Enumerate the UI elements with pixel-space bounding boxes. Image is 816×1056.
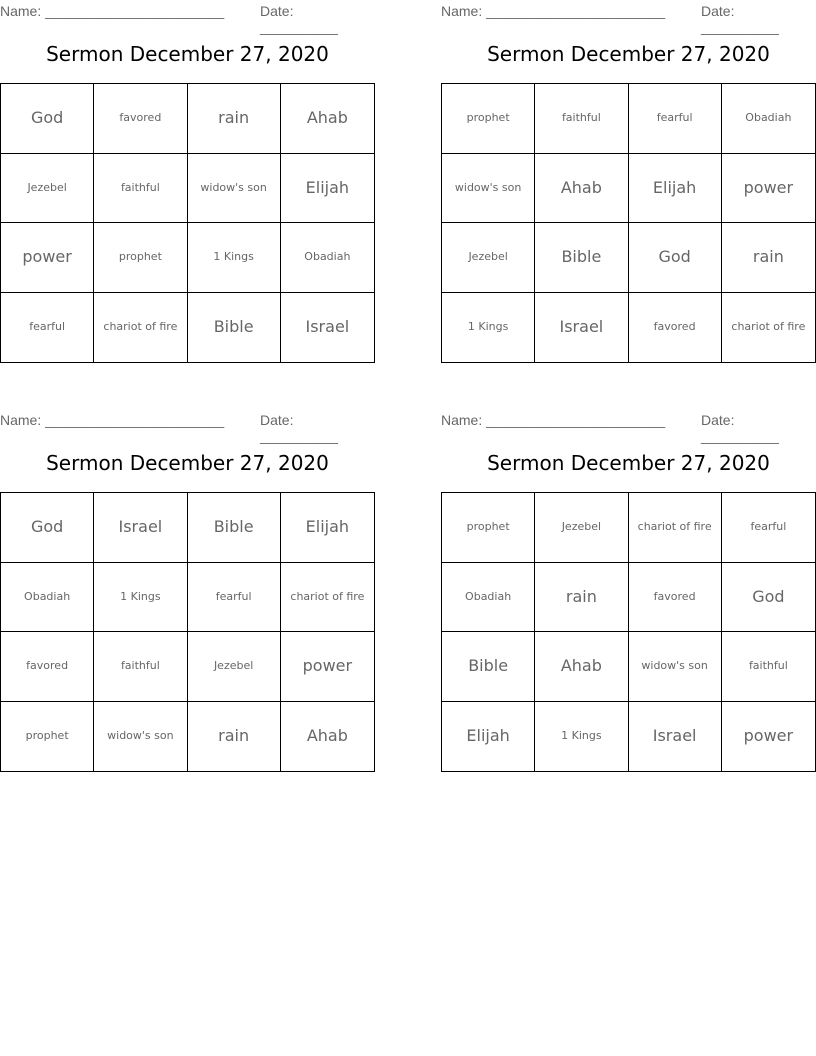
bingo-cell: faithful <box>94 632 187 702</box>
bingo-cell: 1 Kings <box>94 563 187 633</box>
bingo-cell: faithful <box>722 632 815 702</box>
bingo-cell: God <box>722 563 815 633</box>
bingo-cell: widow's son <box>188 154 281 224</box>
bingo-cell: chariot of fire <box>731 320 806 334</box>
bingo-cell: rain <box>722 223 815 293</box>
date-field-label: Date: __________ <box>260 3 338 35</box>
card-title: Sermon December 27, 2020 <box>46 451 329 475</box>
bingo-cell: favored <box>629 563 722 633</box>
bingo-cell: chariot of fire <box>281 563 374 633</box>
card-title: Sermon December 27, 2020 <box>46 42 329 66</box>
bingo-cell: Elijah <box>281 493 374 563</box>
bingo-grid <box>0 83 375 363</box>
bingo-cell: prophet <box>442 84 535 154</box>
bingo-cell: Jezebel <box>1 154 94 224</box>
bingo-cell: Elijah <box>281 154 374 224</box>
bingo-cell: Israel <box>94 493 187 563</box>
bingo-card-3 <box>0 409 375 781</box>
bingo-cell: God <box>1 84 94 154</box>
bingo-cell: Bible <box>188 293 281 363</box>
bingo-cell: fearful <box>1 293 94 363</box>
name-field-label: Name: _______________________ <box>0 3 225 19</box>
bingo-cell: Israel <box>629 702 722 772</box>
bingo-cell: Israel <box>535 293 628 363</box>
bingo-cell: power <box>1 223 94 293</box>
bingo-cell: rain <box>188 84 281 154</box>
date-field-label: Date: __________ <box>701 3 779 35</box>
bingo-cell: Jezebel <box>188 632 281 702</box>
card-title: Sermon December 27, 2020 <box>487 42 770 66</box>
bingo-cell: rain <box>535 563 628 633</box>
bingo-cell: God <box>1 493 94 563</box>
bingo-cell: Ahab <box>535 154 628 224</box>
card-title: Sermon December 27, 2020 <box>487 451 770 475</box>
card-header <box>441 412 816 444</box>
bingo-cell: Obadiah <box>722 84 815 154</box>
bingo-cell: 1 Kings <box>442 293 535 363</box>
bingo-cell: Obadiah <box>281 223 374 293</box>
date-field-label: Date: __________ <box>701 412 779 444</box>
bingo-cell: prophet <box>1 702 94 772</box>
bingo-cell: God <box>629 223 722 293</box>
bingo-cell: faithful <box>535 84 628 154</box>
bingo-cell: favored <box>1 632 94 702</box>
bingo-cell: widow's son <box>442 154 535 224</box>
bingo-cell: chariot of fire <box>94 293 187 363</box>
bingo-cell: Bible <box>442 632 535 702</box>
bingo-cell: Obadiah <box>1 563 94 633</box>
bingo-cell: power <box>722 154 815 224</box>
bingo-cell: Bible <box>188 493 281 563</box>
card-header <box>0 412 375 444</box>
name-field-label: Name: _______________________ <box>0 412 225 428</box>
bingo-cell: 1 Kings <box>535 702 628 772</box>
bingo-cell: Ahab <box>306 726 348 746</box>
bingo-grid <box>441 83 816 363</box>
card-header <box>0 3 375 35</box>
bingo-cell: power <box>281 632 374 702</box>
bingo-cell: widow's son <box>94 702 187 772</box>
bingo-card-2 <box>441 0 816 372</box>
bingo-cell: fearful <box>188 563 281 633</box>
name-field-label: Name: _______________________ <box>441 3 666 19</box>
bingo-cell: faithful <box>94 154 187 224</box>
bingo-cell: Elijah <box>629 154 722 224</box>
bingo-cell: favored <box>629 293 722 363</box>
bingo-cell: fearful <box>722 493 815 563</box>
bingo-cell: Ahab <box>281 84 374 154</box>
bingo-cell: prophet <box>442 493 535 563</box>
bingo-cell: Jezebel <box>535 493 628 563</box>
bingo-card-1 <box>0 0 375 372</box>
bingo-cell: Ahab <box>535 632 628 702</box>
date-field-label: Date: __________ <box>260 412 338 444</box>
bingo-cell: rain <box>188 702 281 772</box>
bingo-cell: favored <box>94 84 187 154</box>
bingo-cell: fearful <box>629 84 722 154</box>
bingo-grid <box>441 492 816 772</box>
bingo-cell: power <box>743 726 794 746</box>
bingo-cell: Obadiah <box>442 563 535 633</box>
card-header <box>441 3 816 35</box>
name-field-label: Name: _______________________ <box>441 412 666 428</box>
bingo-cell: Bible <box>535 223 628 293</box>
bingo-cell: chariot of fire <box>629 493 722 563</box>
bingo-card-4 <box>441 409 816 781</box>
bingo-cell: Elijah <box>442 702 535 772</box>
bingo-cell: 1 Kings <box>188 223 281 293</box>
bingo-grid <box>0 492 375 772</box>
bingo-cell: prophet <box>94 223 187 293</box>
bingo-cell: Israel <box>305 317 350 337</box>
bingo-cell: Jezebel <box>442 223 535 293</box>
bingo-cell: widow's son <box>629 632 722 702</box>
